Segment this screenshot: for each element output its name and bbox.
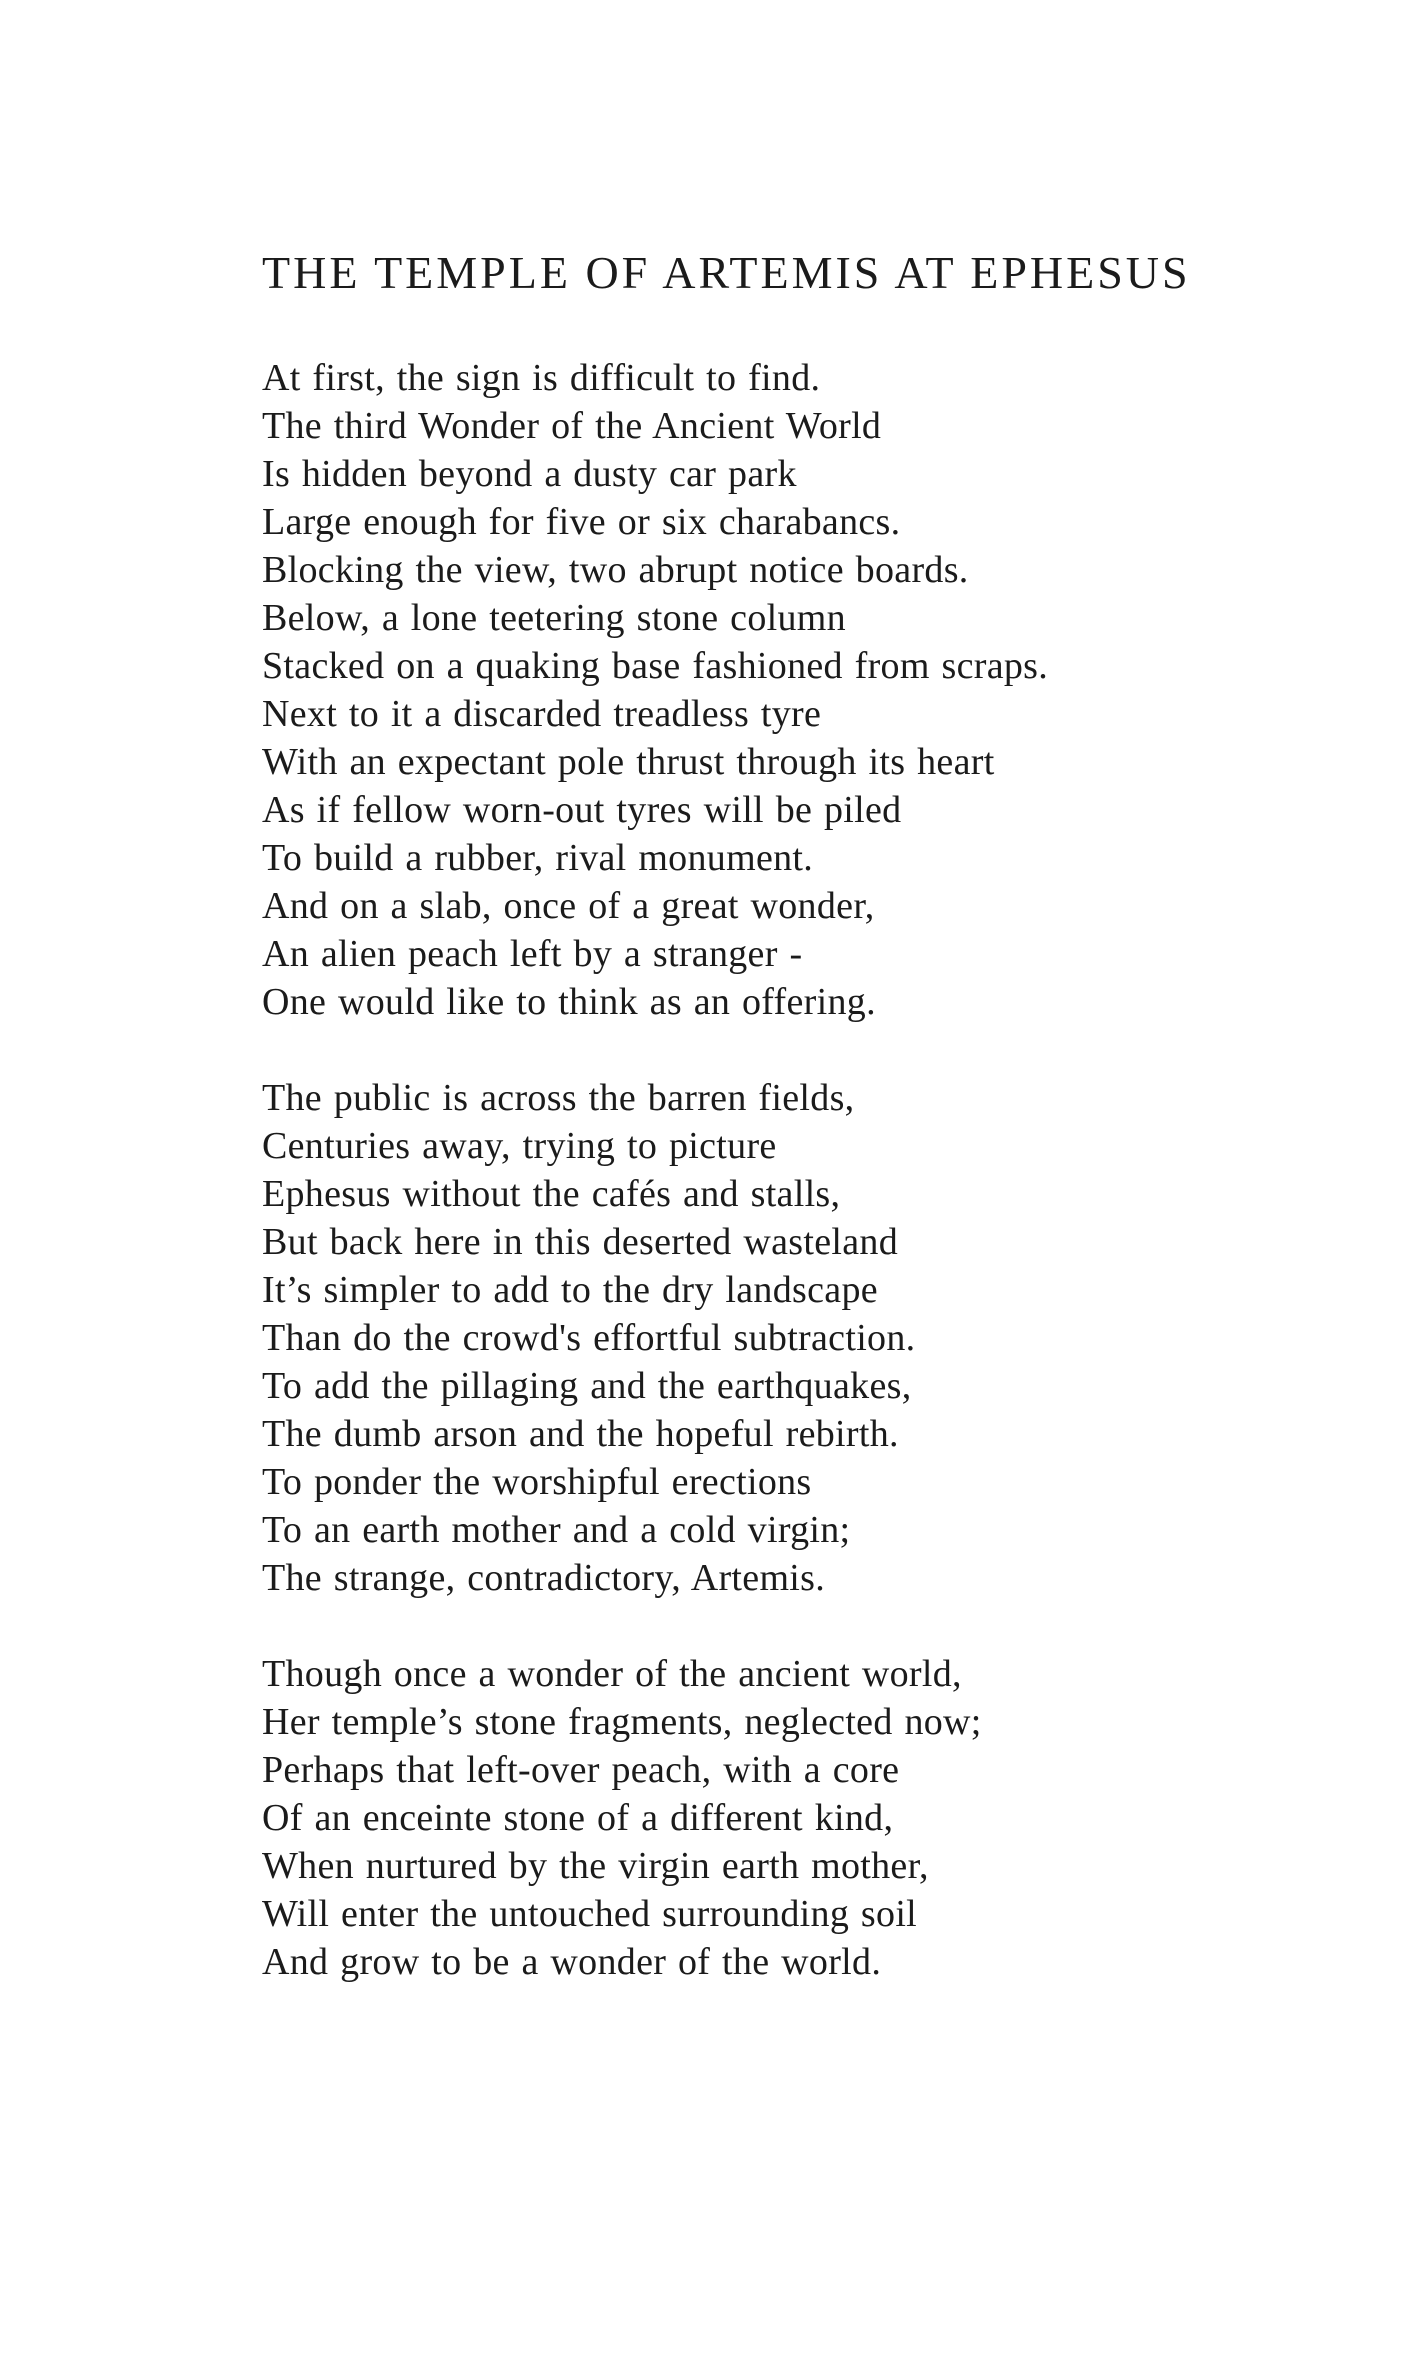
poem-line: To an earth mother and a cold virgin; (262, 1509, 851, 1551)
poem-stanza-2 (262, 1074, 1048, 1602)
poem-line: Large enough for five or six charabancs. (262, 501, 901, 543)
poem-line: Perhaps that left-over peach, with a core (262, 1749, 900, 1791)
poem-stanza-1 (262, 354, 1048, 1026)
poem-line: The third Wonder of the Ancient World (262, 405, 882, 447)
poem-line: The strange, contradictory, Artemis. (262, 1557, 826, 1599)
poem-line: Ephesus without the cafés and stalls, (262, 1173, 841, 1215)
poem-stanza-3 (262, 1650, 1048, 1986)
poem-line: With an expectant pole thrust through its heart (262, 741, 995, 783)
poem-line: Centuries away, trying to picture (262, 1125, 777, 1167)
poem-line: To ponder the worshipful erections (262, 1461, 812, 1503)
poem-line: Her temple’s stone fragments, neglected now; (262, 1701, 982, 1743)
poem-line: Of an enceinte stone of a different kind, (262, 1797, 894, 1839)
poem-line: Is hidden beyond a dusty car park (262, 453, 797, 495)
poem-line: One would like to think as an offering. (262, 981, 876, 1023)
poem-line: Stacked on a quaking base fashioned from scraps. (262, 645, 1049, 687)
poem-line: But back here in this deserted wasteland (262, 1221, 899, 1263)
poem-line: Will enter the untouched surrounding soil (262, 1893, 918, 1935)
poem-line: Than do the crowd's effortful subtraction. (262, 1317, 916, 1359)
poem-line: And grow to be a wonder of the world. (262, 1941, 882, 1983)
poem-line: The public is across the barren fields, (262, 1077, 855, 1119)
poem-line: Below, a lone teetering stone column (262, 597, 846, 639)
poem-body (262, 354, 1048, 1986)
poem-line: Blocking the view, two abrupt notice boards. (262, 549, 969, 591)
poem-title: THE TEMPLE OF ARTEMIS AT EPHESUS (262, 247, 1191, 298)
poem-line: Next to it a discarded treadless tyre (262, 693, 822, 735)
poem-line: As if fellow worn-out tyres will be piled (262, 789, 902, 831)
poem-line: To build a rubber, rival monument. (262, 837, 814, 879)
poem-line: At first, the sign is difficult to find. (262, 357, 821, 399)
poem-line: When nurtured by the virgin earth mother, (262, 1845, 929, 1887)
poem-line: And on a slab, once of a great wonder, (262, 885, 875, 927)
poem-line: The dumb arson and the hopeful rebirth. (262, 1413, 899, 1455)
poem-line: It’s simpler to add to the dry landscape (262, 1269, 878, 1311)
poem-line: To add the pillaging and the earthquakes, (262, 1365, 912, 1407)
poem-line: Though once a wonder of the ancient world, (262, 1653, 962, 1695)
poem-line: An alien peach left by a stranger - (262, 933, 803, 975)
